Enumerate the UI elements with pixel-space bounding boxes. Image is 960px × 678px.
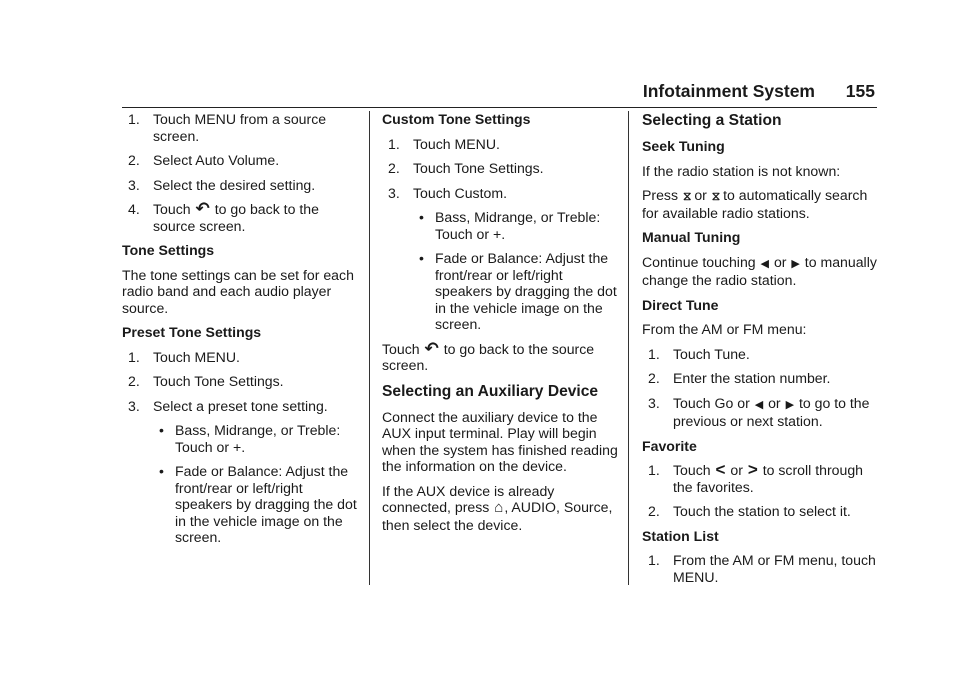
list-item: 1. Touch MENU from a source screen. bbox=[128, 111, 327, 144]
bullet-icon: • bbox=[159, 422, 164, 438]
column-2 bbox=[382, 111, 618, 541]
section-title: Selecting an Auxiliary Device bbox=[382, 382, 599, 400]
section-heading: Seek Tuning bbox=[642, 138, 725, 154]
bullet-item: • Bass, Midrange, or Treble: Touch or +. bbox=[159, 422, 341, 455]
list-item: 4. Touch ↶ to go back to the source screen. bbox=[128, 199, 319, 234]
section-heading: Manual Tuning bbox=[642, 229, 741, 245]
section-heading: Favorite bbox=[642, 437, 697, 454]
list-item: 2. Touch Tone Settings. bbox=[388, 160, 544, 176]
list-item: 3. Touch Custom. bbox=[388, 184, 507, 201]
paragraph: Press ⧖ or ⧖ to automatically search for available radio stations. bbox=[642, 187, 868, 221]
section-heading: Preset Tone Settings bbox=[122, 324, 262, 340]
list-item: 1. From the AM or FM menu, touch MENU. bbox=[648, 552, 876, 585]
home-icon: ⌂ bbox=[494, 499, 504, 516]
section-heading: Station List bbox=[642, 527, 719, 544]
list-item: 1. Touch MENU. bbox=[388, 135, 500, 152]
chevron-left-icon: < bbox=[715, 460, 726, 479]
tune-right-icon: ▶ bbox=[785, 398, 795, 411]
list-item: 2. Select Auto Volume. bbox=[128, 152, 280, 168]
paragraph: Connect the auxiliary device to the AUX input terminal. Play will begin when the system has finished reading the information on the device. bbox=[382, 408, 618, 474]
page-header bbox=[122, 81, 877, 108]
page-title: Infotainment System bbox=[642, 81, 815, 101]
column-1 bbox=[122, 111, 358, 554]
bullet-icon: • bbox=[419, 209, 424, 225]
list-item: 3. Select a preset tone setting. bbox=[128, 397, 328, 414]
list-item: 2. Touch the station to select it. bbox=[648, 503, 851, 519]
bullet-item: • Fade or Balance: Adjust the front/rear or left/right speakers by dragging the dot in the vehicle image on the screen. bbox=[159, 463, 357, 545]
paragraph: If the AUX device is already connected, press ⌂, AUDIO, Source, then select the device. bbox=[382, 482, 613, 533]
bullet-icon: • bbox=[419, 250, 424, 266]
page-number: 155 bbox=[845, 81, 875, 101]
paragraph: If the radio station is not known: bbox=[642, 162, 841, 179]
seek-up-icon: ⧖ bbox=[711, 189, 719, 203]
paragraph: Touch ↶ to go back to the source screen. bbox=[382, 338, 595, 373]
list-item: 3. Select the desired setting. bbox=[128, 176, 316, 193]
paragraph: Continue touching ◀ or ▶ to manually change the radio station. bbox=[642, 253, 877, 288]
paragraph: The tone settings can be set for each radio band and each audio player source. bbox=[122, 266, 354, 316]
bullet-item: • Bass, Midrange, or Treble: Touch or +. bbox=[419, 209, 601, 242]
list-item: 1. Touch < or > to scroll through the favorites. bbox=[648, 460, 863, 495]
paragraph: From the AM or FM menu: bbox=[642, 321, 807, 337]
section-heading: Direct Tune bbox=[642, 296, 719, 313]
tune-left-icon: ◀ bbox=[754, 398, 764, 411]
list-item: 1. Touch MENU. bbox=[128, 348, 240, 365]
column-3 bbox=[642, 111, 878, 593]
section-heading: Custom Tone Settings bbox=[382, 111, 531, 127]
section-title: Selecting a Station bbox=[642, 112, 782, 129]
bullet-icon: • bbox=[159, 463, 164, 479]
column-divider-1 bbox=[369, 111, 370, 585]
chevron-right-icon: > bbox=[747, 460, 758, 479]
list-item: 3. Touch Go or ◀ or ▶ to go to the previous or next station. bbox=[648, 394, 870, 429]
section-heading: Tone Settings bbox=[122, 242, 215, 258]
bullet-item: • Fade or Balance: Adjust the front/rear or left/right speakers by dragging the dot in the vehicle image on the screen. bbox=[419, 250, 617, 332]
seek-down-icon: ⧖ bbox=[682, 189, 690, 203]
list-item: 2. Enter the station number. bbox=[648, 370, 831, 386]
column-divider-2 bbox=[628, 111, 629, 585]
list-item: 1. Touch Tune. bbox=[648, 345, 750, 362]
list-item: 2. Touch Tone Settings. bbox=[128, 373, 284, 389]
tune-left-icon: ◀ bbox=[760, 257, 770, 270]
tune-right-icon: ▶ bbox=[791, 257, 800, 270]
